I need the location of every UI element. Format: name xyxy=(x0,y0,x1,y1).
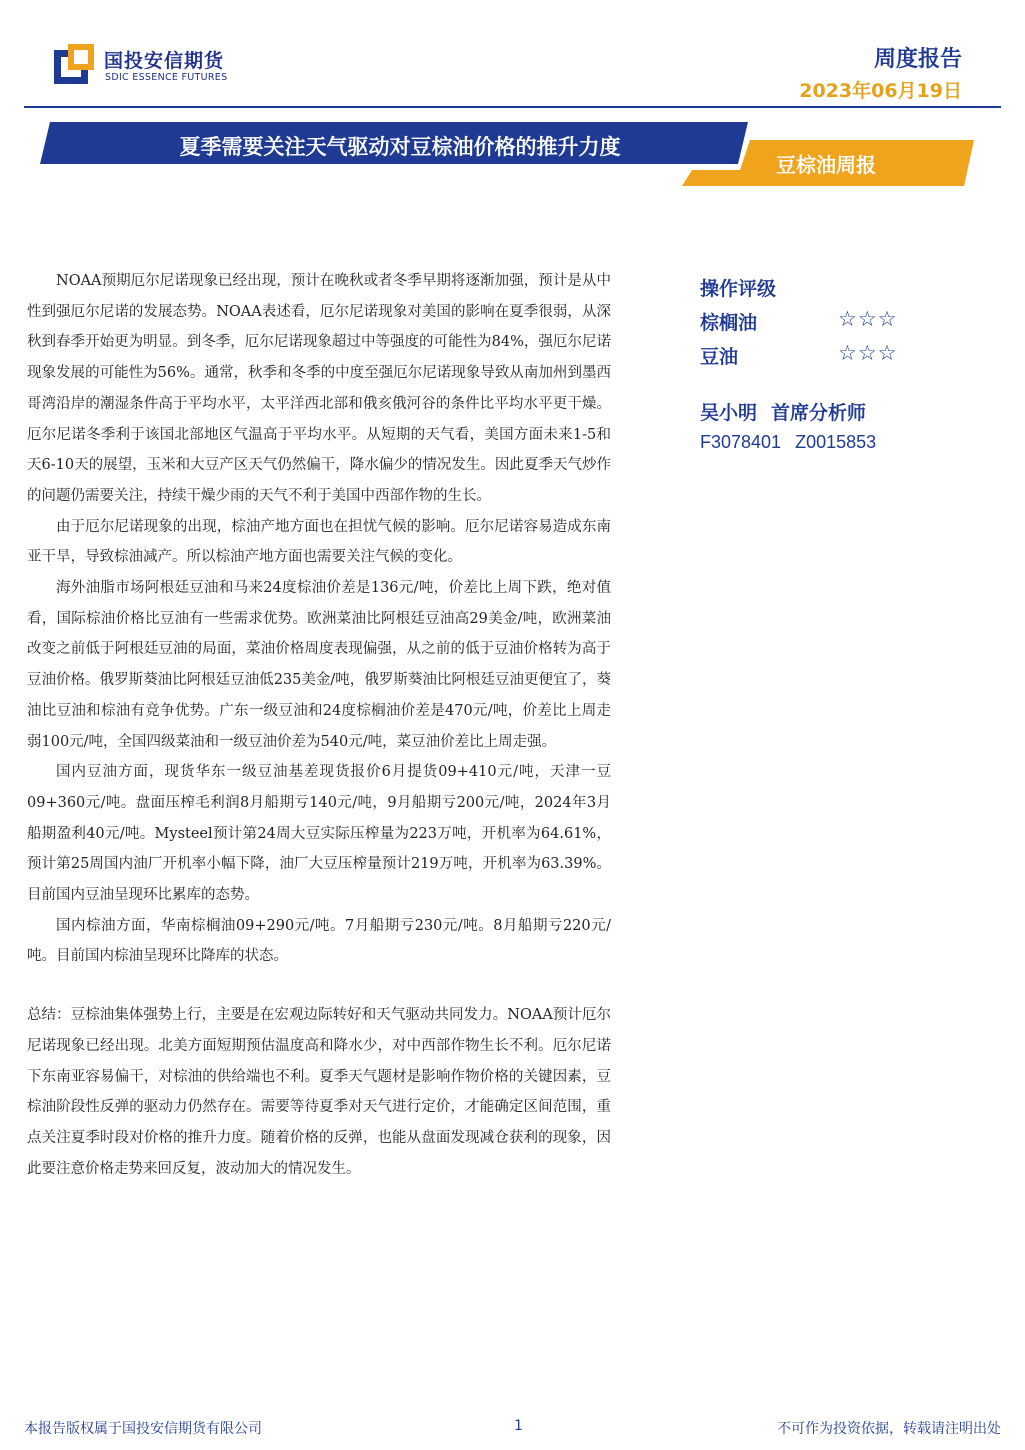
copyright-notice: 本报告版权属于国投安信期货有限公司 xyxy=(24,1421,262,1437)
report-title: 夏季需要关注天气驱动对豆棕油价格的推升力度 xyxy=(179,135,621,159)
certificate-number: F3078401 xyxy=(700,432,782,452)
analyst-name: 吴小明 xyxy=(700,402,758,424)
analyst-info xyxy=(700,398,960,432)
page-number: 1 xyxy=(514,1418,523,1434)
summary-paragraph: 总结：豆棕油集体强势上行，主要是在宏观边际转好和天气驱动共同发力。NOAA预计厄尔尼诺现象已经出现。北美方面短期预估温度高和降水少，对中西部作物生长不利。厄尔尼诺下东南亚容易偏干，对棕油的供给端也不利。夏季天气题材是影响作物价格的关键因素，豆棕油阶段性反弹的驱动力仍然存在。需要等待夏季对天气进行定价，才能确定区间范围，重点关注夏季时段对价格的推升力度。随着价格的反弹，也能从盘面发现减仓获利的现象，因此要注意价格走势来回反复，波动加大的情况发生。 xyxy=(27,1007,611,1177)
logo-english-name: SDIC ESSENCE FUTURES xyxy=(105,72,228,83)
rating-heading: 操作评级 xyxy=(700,278,777,300)
sidebar xyxy=(700,274,960,453)
report-category-tag: 豆棕油周报 xyxy=(776,153,876,177)
header-divider xyxy=(24,106,1001,108)
body-paragraph: 由于厄尔尼诺现象的出现，棕油产地方面也在担忧气候的影响。厄尔尼诺容易造成东南亚干旱，导致棕油减产。所以棕油产地方面也需要关注气候的变化。 xyxy=(27,518,611,566)
disclaimer: 不可作为投资依据，转载请注明出处 xyxy=(777,1421,1001,1437)
report-body xyxy=(27,266,611,1184)
report-date: 2023年06月19日 xyxy=(799,80,962,102)
logo-mark-icon xyxy=(54,44,94,84)
certificate-number: Z0015853 xyxy=(795,432,877,452)
logo-chinese-name: 国投安信期货 xyxy=(104,50,225,72)
body-paragraph: 海外油脂市场阿根廷豆油和马来24度棕油价差是136元/吨，价差比上周下跌，绝对值看，国际棕油价格比豆油有一些需求优势。欧洲菜油比阿根廷豆油高29美金/吨，欧洲菜油改变之前低于阿根廷豆油的局面，菜油价格周度表现偏强，从之前的低于豆油价格转为高于豆油价格。俄罗斯葵油比阿根廷豆油低235美金/吨，俄罗斯葵油比阿根廷豆油更便宜了，葵油比豆油和棕油有竞争优势。广东一级豆油和24度棕榈油价差是470元/吨，价差比上周走弱100元/吨，全国四级菜油和一级豆油价差为540元/吨，菜豆油价差比上周走强。 xyxy=(27,580,611,750)
company-logo xyxy=(54,44,234,86)
rating-name: 豆油 xyxy=(700,346,739,368)
star-rating-icon: ☆☆☆ xyxy=(838,307,898,331)
page-footer xyxy=(24,1418,1001,1440)
analyst-certificates xyxy=(700,432,960,453)
rating-name: 棕榈油 xyxy=(700,312,758,334)
body-paragraph: 国内豆油方面，现货华东一级豆油基差现货报价6月提货09+410元/吨，天津一豆09+360元/吨。盘面压榨毛利润8月船期亏140元/吨，9月船期亏200元/吨，2024年3月船期盈利40元/吨。Mysteel预计第24周大豆实际压榨量为223万吨，开机率为64.61%，预计第25周国内油厂开机率小幅下降，油厂大豆压榨量预计219万吨，开机率为63.39%。目前国内豆油呈现环比累库的态势。 xyxy=(27,764,611,904)
body-paragraph: 国内棕油方面，华南棕榈油09+290元/吨。7月船期亏230元/吨。8月船期亏220元/吨。目前国内棕油呈现环比降库的状态。 xyxy=(27,917,611,965)
rating-row-soybean-oil xyxy=(700,342,960,376)
report-type: 周度报告 xyxy=(873,47,962,72)
star-rating-icon: ☆☆☆ xyxy=(838,341,898,365)
analyst-title: 首席分析师 xyxy=(771,402,867,424)
rating-row-palm-oil xyxy=(700,308,960,342)
body-paragraph: NOAA预期厄尔尼诺现象已经出现，预计在晚秋或者冬季早期将逐渐加强，预计是从中性到强厄尔尼诺的发展态势。NOAA表述看，厄尔尼诺现象对美国的影响在夏季很弱，从深秋到春季开始更为明显。到冬季，厄尔尼诺现象超过中等强度的可能性为84%，强厄尔尼诺现象发展的可能性为56%。通常，秋季和冬季的中度至强厄尔尼诺现象导致从南加州到墨西哥湾沿岸的潮湿条件高于平均水平，太平洋西北部和俄亥俄河谷的条件比平均水平更干燥。厄尔尼诺冬季利于该国北部地区气温高于平均水平。从短期的天气看，美国方面未来1-5和天6-10天的展望，玉米和大豆产区天气仍然偏干，降水偏少的情况发生。因此夏季天气炒作的问题仍需要关注，持续干燥少雨的天气不利于美国中西部作物的生长。 xyxy=(27,273,611,504)
